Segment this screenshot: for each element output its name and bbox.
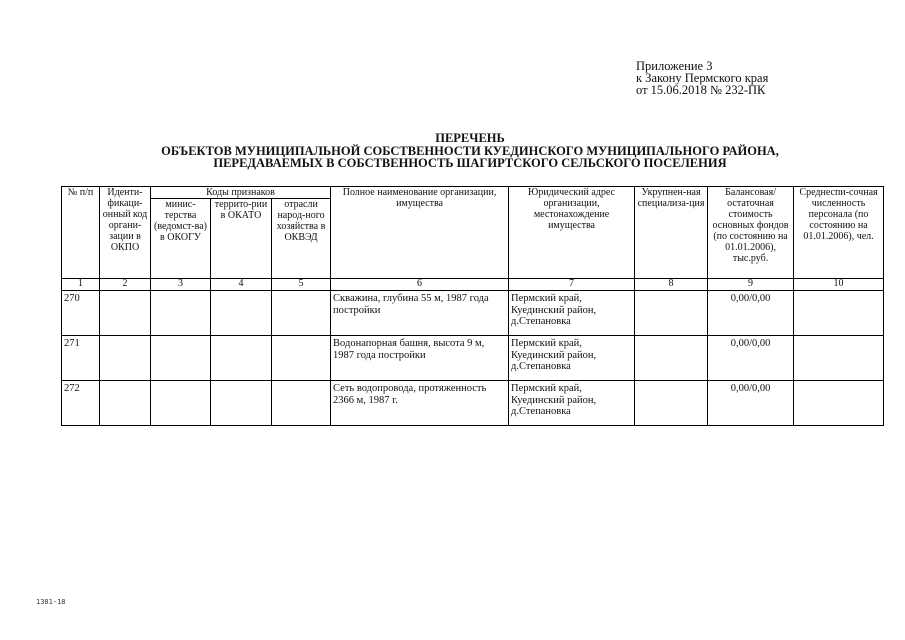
cell-okato (211, 381, 272, 426)
cell-specialization (635, 381, 708, 426)
table-row (62, 291, 884, 336)
document-code: 1381-18 (36, 598, 66, 606)
appendix-line-1: Приложение 3 (636, 59, 713, 73)
table-header (62, 187, 884, 291)
header-address: Юридический адрес организации, местонахождение имущества (509, 187, 635, 279)
cell-okogu (151, 336, 211, 381)
header-name: Полное наименование организации, имущества (331, 187, 509, 279)
column-number: 9 (708, 279, 794, 291)
header-okato: террито-рии в ОКАТО (211, 199, 272, 279)
cell-address: Пермский край, Куединский район, д.Степановка (509, 291, 635, 336)
header-book-value: Балансовая/ остаточная стоимость основных фондов (по состоянию на 01.01.2006), тыс.руб. (708, 187, 794, 279)
cell-okato (211, 291, 272, 336)
header-okved: отрасли народ-ного хозяйства в ОКВЭД (272, 199, 331, 279)
appendix-line-2: к Закону Пермского края (636, 71, 769, 85)
cell-specialization (635, 291, 708, 336)
document-heading (60, 132, 880, 170)
cell-staff (794, 291, 884, 336)
cell-okpo (100, 336, 151, 381)
table-row (62, 381, 884, 426)
cell-okato (211, 336, 272, 381)
header-okogu: минис-терства (ведомст-ва) в ОКОГУ (151, 199, 211, 279)
column-number-row (62, 279, 884, 291)
cell-no: 272 (62, 381, 100, 426)
cell-book-value: 0,00/0,00 (708, 291, 794, 336)
column-number: 5 (272, 279, 331, 291)
heading-title: ПЕРЕЧЕНЬ (435, 131, 505, 145)
header-specialization: Укрупнен-ная специализа-ция (635, 187, 708, 279)
heading-line-2: ОБЪЕКТОВ МУНИЦИПАЛЬНОЙ СОБСТВЕННОСТИ КУЕДИНСКОГО МУНИЦИПАЛЬНОГО РАЙОНА, (161, 143, 779, 158)
cell-okved (272, 381, 331, 426)
column-number: 2 (100, 279, 151, 291)
column-number: 1 (62, 279, 100, 291)
cell-name: Водонапорная башня, высота 9 м, 1987 года постройки (331, 336, 509, 381)
column-number: 4 (211, 279, 272, 291)
property-table (61, 186, 884, 426)
cell-name: Скважина, глубина 55 м, 1987 года постройки (331, 291, 509, 336)
table-row (62, 336, 884, 381)
cell-name: Сеть водопровода, протяженность 2366 м, 1987 г. (331, 381, 509, 426)
column-number: 6 (331, 279, 509, 291)
column-number: 3 (151, 279, 211, 291)
cell-okved (272, 291, 331, 336)
header-okpo: Иденти-фикаци-онный код органи-зации в ОКПО (100, 187, 151, 279)
cell-no: 271 (62, 336, 100, 381)
column-number: 10 (794, 279, 884, 291)
cell-okogu (151, 291, 211, 336)
header-codes-group: Коды признаков (151, 187, 331, 199)
cell-okogu (151, 381, 211, 426)
appendix-line-3: от 15.06.2018 № 232-ПК (636, 83, 766, 97)
cell-book-value: 0,00/0,00 (708, 336, 794, 381)
column-number: 7 (509, 279, 635, 291)
cell-book-value: 0,00/0,00 (708, 381, 794, 426)
cell-no: 270 (62, 291, 100, 336)
appendix-note (636, 60, 768, 96)
column-number: 8 (635, 279, 708, 291)
cell-staff (794, 381, 884, 426)
cell-okpo (100, 291, 151, 336)
cell-address: Пермский край, Куединский район, д.Степановка (509, 336, 635, 381)
header-no: № п/п (62, 187, 100, 279)
cell-okpo (100, 381, 151, 426)
table-body (62, 291, 884, 426)
cell-okved (272, 336, 331, 381)
cell-specialization (635, 336, 708, 381)
cell-address: Пермский край, Куединский район, д.Степановка (509, 381, 635, 426)
header-staff: Среднеспи-сочная численность персонала (по состоянию на 01.01.2006), чел. (794, 187, 884, 279)
cell-staff (794, 336, 884, 381)
heading-line-3: ПЕРЕДАВАЕМЫХ В СОБСТВЕННОСТЬ ШАГИРТСКОГО СЕЛЬСКОГО ПОСЕЛЕНИЯ (213, 156, 727, 170)
